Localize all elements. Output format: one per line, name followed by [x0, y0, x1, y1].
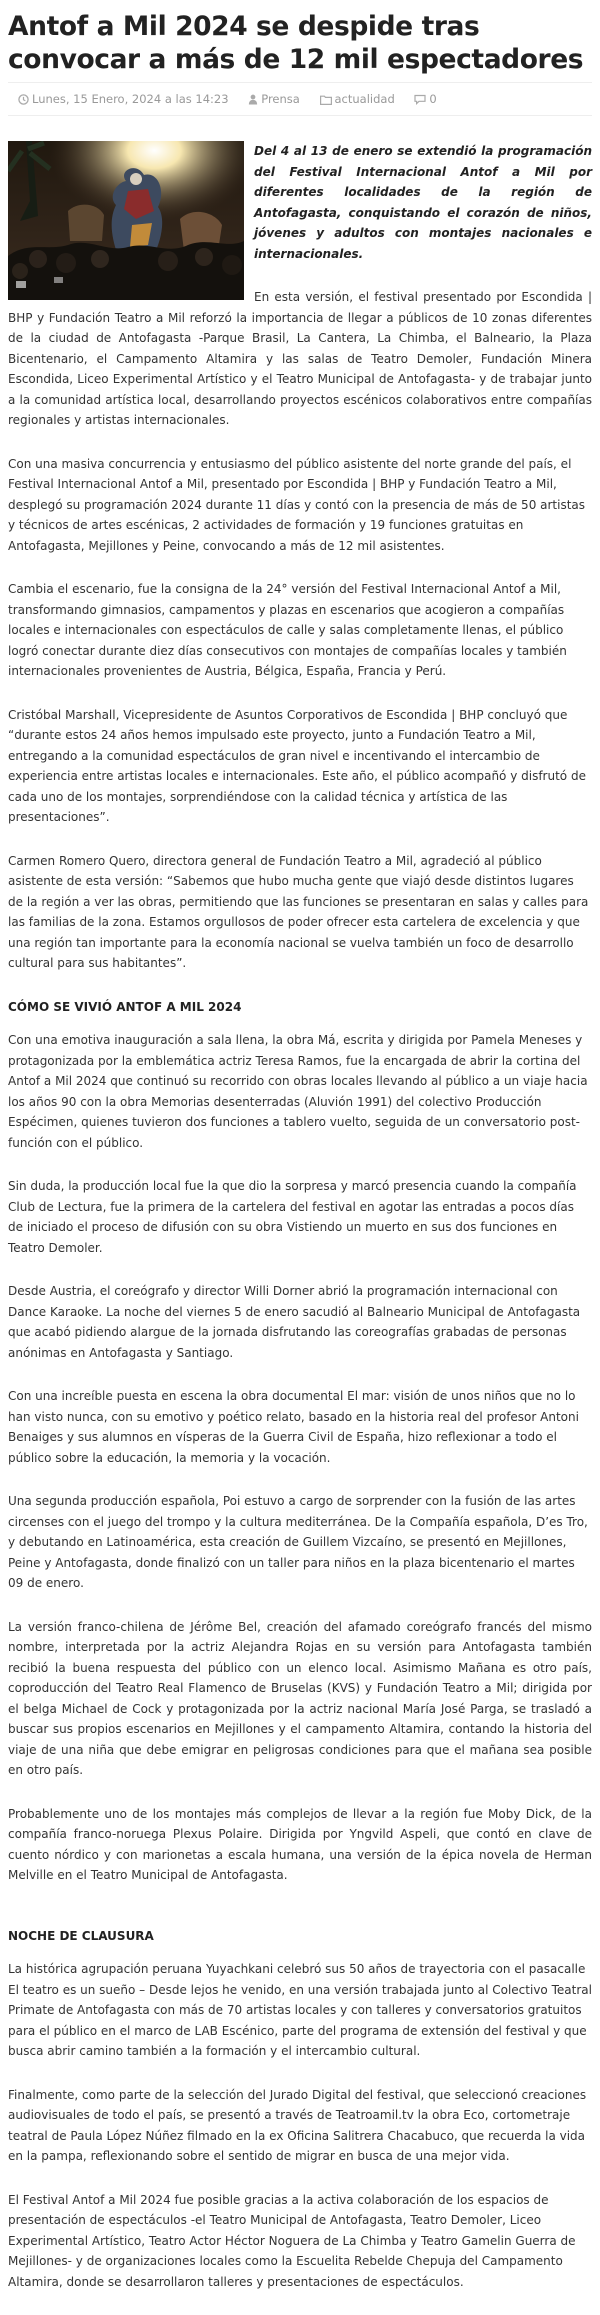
body-paragraph: La versión franco-chilena de Jérôme Bel, creación del afamado coreógrafo francés del mismo nombre, interpretada por la actriz Alejandra Rojas en su versión para Antofagasta también recibió la buena respuesta del público con un elenco local. Asimismo Mañana es otro país, coproducción del Teatro Real Flamenco de Bruselas (KVS) y Fundación Teatro a Mil; dirigida por el belga Michael de Cock y protagonizada por la actriz nacional María José Parga, se trasladó a buscar sus propios escenarios en Mejillones y el campamento Altamira, contando la historia del viaje de una niña que debe emigrar en peligrosas condiciones para que el mañana sea posible en otro país.	[8, 1619, 592, 1777]
meta-author[interactable]	[248, 92, 311, 106]
body-paragraph: El Festival Antof a Mil 2024 fue posible gracias a la activa colaboración de los espacios de presentación de espectáculos -el Teatro Municipal de Antofagasta, Teatro Demoler, Liceo Experimental Artístico, Teatro Actor Héctor Noguera de La Chimba y Teatro Gamelin Guerra de Mejillones- y de organizaciones locales como la Escuelita Rebelde Chepuja del Campamento Altamira, donde se desarrollaron talleres y presentaciones de espectáculos.	[8, 2192, 576, 2289]
meta-date	[18, 92, 240, 106]
meta-author-text: Prensa	[261, 92, 300, 106]
folder-icon	[320, 95, 332, 105]
body-paragraph: Finalmente, como parte de la selección del Jurado Digital del festival, que seleccionó creaciones audiovisuales de todo el país, se presentó a través de Teatroamil.tv la obra Eco, cortometraje teatral de Paula López Núñez filmado en la ex Oficina Salitrera Chacabuco, que recuerda la vida en la pampa, reflexionando sobre el sentido de migrar en busca de una mejor vida.	[8, 2087, 587, 2163]
article-meta	[8, 82, 592, 116]
body-paragraph: Cambia el escenario, fue la consigna de la 24° versión del Festival Internacional Antof a Mil, transformando gimnasios, campamentos y plazas en escenarios que acogieron a compañías locales e internacionales con espectáculos de calle y salas completamente llenas, el público logró conectar durante diez días consecutivos con montajes de compañías locales y también internacionales provenientes de Austria, Bélgica, España, Francia y Perú.	[8, 582, 567, 678]
body-paragraph: La histórica agrupación peruana Yuyachkani celebró sus 50 años de trayectoria con el pasacalle El teatro es un sueño – Desde lejos he venido, en una versión trabajada junto al Colectivo Teatral Primate de Antofagasta con más de 70 artistas locales y con talleres y conversatorios gratuitos para el público en el marco de LAB Escénico, parte del programa de extensión del festival y que busca abrir camino también a la formación y el intercambio cultural.	[8, 1962, 592, 2058]
body-paragraph: Carmen Romero Quero, directora general de Fundación Teatro a Mil, agradeció al público asistente de esta versión: “Sabemos que hubo mucha gente que viajó desde distintos lugares de la región a ver las obras, permitiendo que las funciones se presentaran en salas y calles para las familias de la zona. Estamos orgullosos de poder ofrecer esta cartelera de excelencia y que una región tan importante para la economía nacional se vuelva también un foco de desarrollo cultural para sus habitantes”.	[8, 853, 589, 970]
article-body	[8, 141, 592, 2292]
section-heading: NOCHE DE CLAUSURA	[8, 1928, 154, 1943]
body-paragraph: Una segunda producción española, Poi estuvo a cargo de sorprender con la fusión de las artes circenses con el juego del trompo y la cultura mediterránea. De la Compañía española, D’es Tro, y debutando en Latinoamérica, esta creación de Guillem Vizcaíno, se presentó en Mejillones, Peine y Antofagasta, donde finalizó con un taller para niños en la plaza bicentenario el martes 09 de enero.	[8, 1494, 588, 1590]
festival-photo	[8, 141, 244, 300]
body-paragraph: En esta versión, el festival presentado por Escondida | BHP y Fundación Teatro a Mil reforzó la importancia de llegar a públicos de 10 zonas diferentes de la ciudad de Antofagasta -Parque Brasil, La Cantera, La Chimba, el Balneario, la Plaza Bicentenario, el Campamento Altamira y las salas de Teatro Demoler, Fundación Minera Escondida, Liceo Experimental Artístico y el Teatro Municipal de Antofagasta- y de trabajar junto a la comunidad artística local, desarrollando proyectos escénicos colaborativos entre compañías regionales y artistas internacionales.	[8, 290, 592, 427]
meta-comments[interactable]	[414, 92, 444, 106]
clock-icon	[18, 94, 29, 105]
comment-icon	[414, 94, 426, 105]
article-title: Antof a Mil 2024 se despide tras convocar a más de 12 mil espectadores	[8, 11, 584, 75]
body-paragraph: Probablemente uno de los montajes más complejos de llevar a la región fue Moby Dick, de la compañía franco-noruega Plexus Polaire. Dirigida por Yngvild Aspeli, que contó en clave de cuento nórdico y con marionetas a escala humana, una versión de la épica novela de Herman Melville en el Teatro Municipal de Antofagasta.	[8, 1806, 592, 1882]
body-paragraph: Sin duda, la producción local fue la que dio la sorpresa y marcó presencia cuando la compañía Club de Lectura, fue la primera de la cartelera del festival en agotar las entradas a pocos días de iniciado el proceso de difusión con su obra Vistiendo un muerto en sus dos funciones en Teatro Demoler.	[8, 1179, 577, 1255]
body-paragraph: Desde Austria, el coreógrafo y director Willi Dorner abrió la programación internacional con Dance Karaoke. La noche del viernes 5 de enero sacudió al Balneario Municipal de Antofagasta que acabó pidiendo alargue de la jornada disfrutando las coreografías grabadas de personas anónimas en Antofagasta y Santiago.	[8, 1284, 581, 1360]
meta-category[interactable]	[320, 92, 407, 106]
body-paragraph: Con una masiva concurrencia y entusiasmo del público asistente del norte grande del país, el Festival Internacional Antof a Mil, presentado por Escondida | BHP y Fundación Teatro a Mil, desplegó su programación 2024 durante 11 días y contó con la presencia de más de 50 artistas y técnicos de artes escénicas, 2 actividades de formación y 19 funciones gratuitas en Antofagasta, Mejillones y Peine, convocando a más de 12 mil asistentes.	[8, 456, 586, 553]
section-heading: CÓMO SE VIVIÓ ANTOF A MIL 2024	[8, 999, 242, 1014]
meta-comments-count: 0	[429, 92, 437, 106]
lead-paragraph: Del 4 al 13 de enero se extendió la programación del Festival Internacional Antof a Mil por diferentes localidades de la región de Antofagasta, conquistando el corazón de niños, jóvenes y adultos con montajes nacionales e internacionales.	[254, 144, 592, 261]
user-icon	[248, 94, 258, 105]
meta-date-text: Lunes, 15 Enero, 2024 a las 14:23	[32, 92, 229, 106]
meta-category-text: actualidad	[334, 92, 395, 106]
body-paragraph: Con una increíble puesta en escena la obra documental El mar: visión de unos niños que no lo han visto nunca, con su emotivo y poético relato, basado en la historia real del profesor Antoni Benaiges y sus alumnos en vísperas de la Guerra Civil de España, hizo reflexionar a todo el público sobre la educación, la memoria y la vocación.	[8, 1389, 579, 1465]
body-paragraph: Cristóbal Marshall, Vicepresidente de Asuntos Corporativos de Escondida | BHP concluyó que “durante estos 24 años hemos impulsado este proyecto, junto a Fundación Teatro a Mil, entregando a la comunidad espectáculos de gran nivel e incentivando el intercambio de experiencia entre artistas locales e internacionales. Este año, el público acompañó y disfrutó de cada uno de los montajes, sorprendiéndose con la calidad técnica y artística de las presentaciones”.	[8, 707, 586, 824]
body-paragraph: Con una emotiva inauguración a sala llena, la obra Má, escrita y dirigida por Pamela Meneses y protagonizada por la emblemática actriz Teresa Ramos, fue la encargada de abrir la cortina del Antof a Mil 2024 que continuó su recorrido con obras locales llevando al público a un viaje hacia los años 90 con la obra Memorias desenterradas (Aluvión 1991) del colectivo Producción Espécimen, quienes tuvieron dos funciones a tablero vuelto, seguida de un conversatorio post-función con el público.	[8, 1033, 588, 1150]
